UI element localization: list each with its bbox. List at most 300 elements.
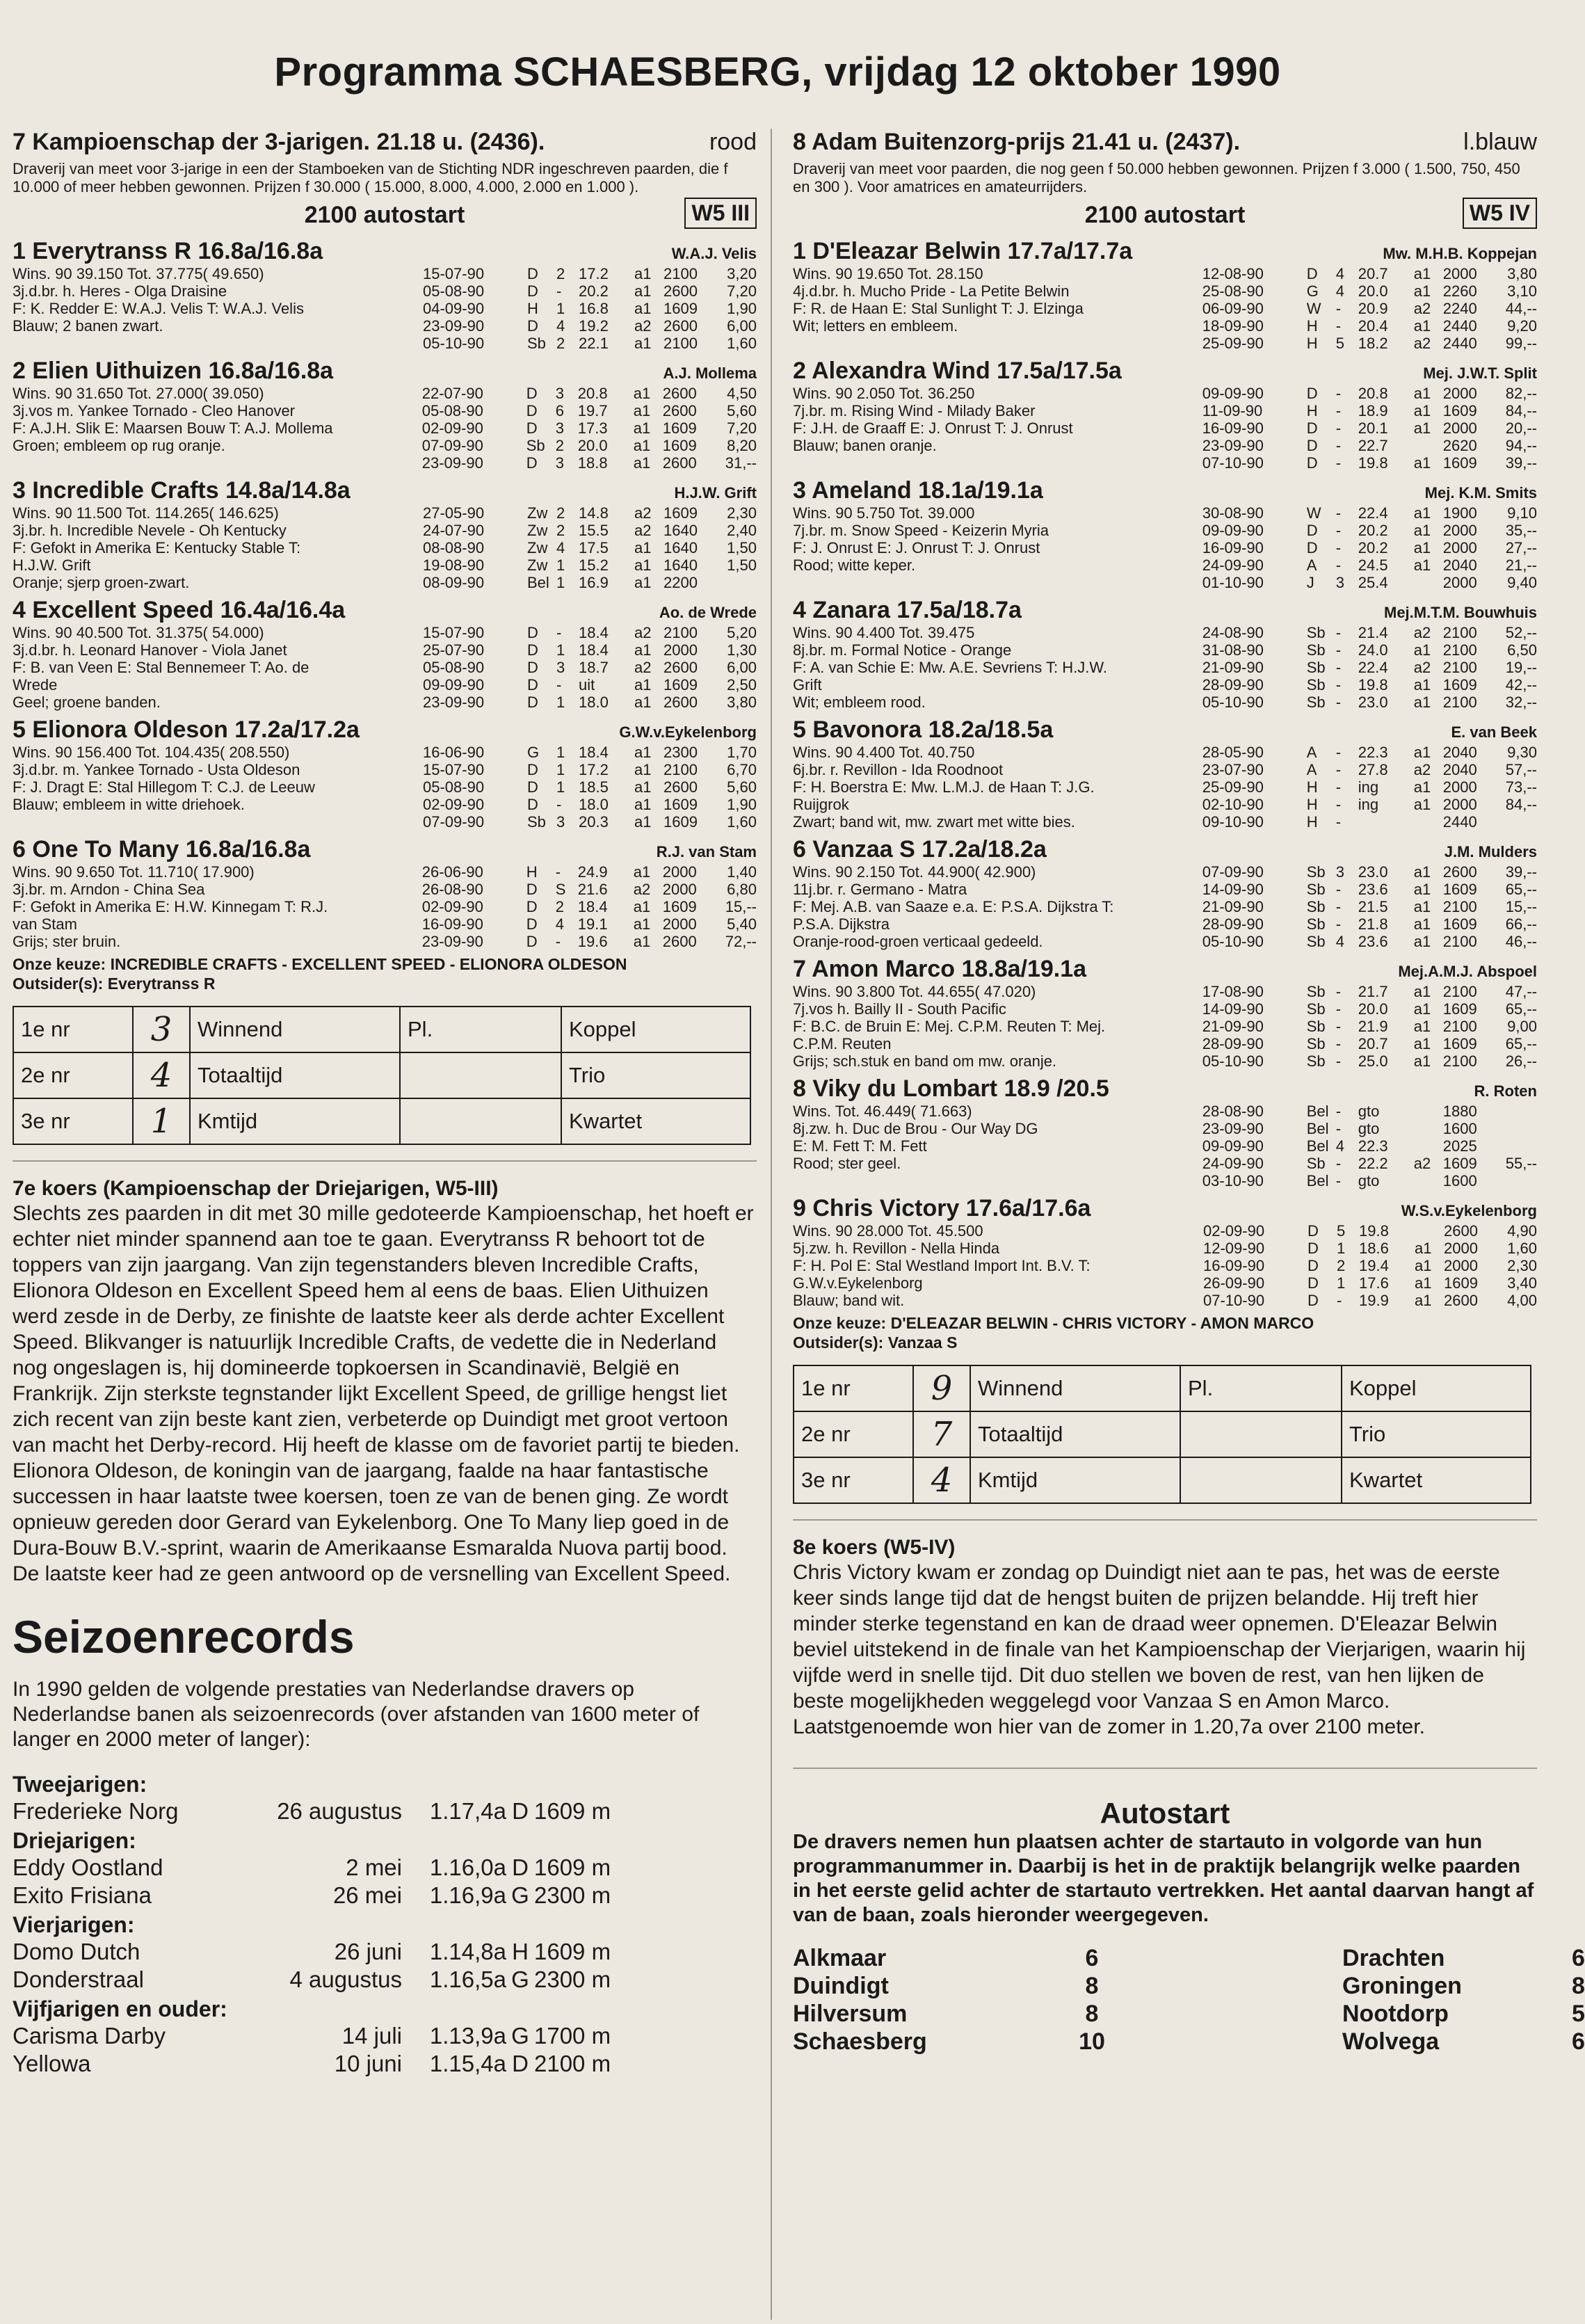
result-cell: 3 bbox=[1335, 863, 1344, 881]
result-cell: 2040 bbox=[1442, 744, 1477, 761]
result-cell: 18.9 bbox=[1358, 402, 1388, 419]
result-cell: - bbox=[1335, 778, 1342, 796]
result-cell: 2000 bbox=[662, 915, 697, 933]
track-count: 6 bbox=[1085, 1945, 1099, 1971]
result-cell: 22.2 bbox=[1358, 1155, 1388, 1172]
result-cell: a1 bbox=[1415, 1274, 1432, 1292]
result-cell: 2 bbox=[555, 898, 564, 915]
horse-info-line: F: A. van Schie E: Mw. A.E. Sevriens T: H.J.W. bbox=[793, 659, 1107, 676]
result-cell: 57,-- bbox=[1505, 761, 1537, 778]
result-cell: a1 bbox=[633, 437, 651, 454]
result-cell: a1 bbox=[633, 863, 651, 881]
result-row bbox=[423, 641, 757, 659]
result-cell bbox=[1506, 1103, 1537, 1120]
horse-info-line: 8j.br. m. Formal Notice - Orange bbox=[793, 641, 1012, 659]
horse-name: 3 Incredible Crafts 14.8a/14.8a bbox=[13, 477, 351, 504]
result-cell: 4 bbox=[1335, 282, 1344, 300]
horse-body bbox=[793, 1222, 1537, 1309]
result-cell bbox=[1415, 1222, 1444, 1240]
horse-info-line: 3j.br. m. Arndon - China Sea bbox=[13, 881, 205, 898]
result-cell: D bbox=[1308, 1240, 1319, 1257]
result-cell: 20.0 bbox=[1358, 282, 1388, 300]
horse-info-line: Wins. 90 3.800 Tot. 44.655( 47.020) bbox=[793, 983, 1036, 1000]
horse-info-line: Wrede bbox=[13, 676, 58, 694]
record-cell: 1.17,4a bbox=[429, 1798, 506, 1824]
race-title: 8 Adam Buitenzorg-prijs 21.41 u. (2437). bbox=[793, 129, 1241, 155]
result-cell: H bbox=[1306, 402, 1318, 419]
result-cell: 18.0 bbox=[579, 694, 609, 711]
result-cell: 1 bbox=[1337, 1274, 1346, 1292]
result-cell: 21.6 bbox=[577, 881, 608, 898]
result-cell: A bbox=[1306, 556, 1317, 574]
result-cell: 05-08-90 bbox=[423, 659, 485, 676]
record-cell: D bbox=[512, 2051, 529, 2076]
horse-results bbox=[1202, 1103, 1537, 1189]
result-cell: 23-09-90 bbox=[1202, 1120, 1264, 1137]
result-row bbox=[423, 504, 757, 522]
prediction-bet: Trio bbox=[1342, 1411, 1531, 1457]
result-cell: 18.0 bbox=[579, 796, 609, 813]
prediction-row bbox=[13, 1098, 750, 1144]
result-cell: 1609 bbox=[1442, 1000, 1477, 1018]
result-cell: 21.9 bbox=[1358, 1018, 1388, 1035]
result-cell bbox=[1414, 813, 1443, 831]
result-cell: Zw bbox=[527, 539, 548, 556]
result-cell: 7,20 bbox=[727, 282, 757, 300]
result-cell: 39,-- bbox=[1505, 863, 1537, 881]
horse-trainer: W.A.J. Velis bbox=[671, 245, 757, 262]
horse-name-row bbox=[13, 477, 757, 504]
result-cell: Sb bbox=[527, 813, 546, 831]
handwritten-number: 1 bbox=[133, 1098, 190, 1144]
result-cell: Sb bbox=[1306, 898, 1326, 915]
result-cell: 66,-- bbox=[1505, 915, 1537, 933]
horse-info-line: F: Gefokt in Amerika E: Kentucky Stable T: bbox=[13, 539, 301, 556]
horse-info-line: 11j.br. r. Germano - Matra bbox=[793, 881, 967, 898]
result-cell: 21.8 bbox=[1358, 915, 1388, 933]
result-cell: D bbox=[527, 659, 538, 676]
result-cell: a2 bbox=[1413, 624, 1431, 641]
result-cell: 6,80 bbox=[727, 881, 757, 898]
result-row bbox=[1202, 402, 1537, 419]
right-column bbox=[793, 129, 1585, 2055]
horse-info-line: F: J.H. de Graaff E: J. Onrust T: J. Onrust bbox=[793, 419, 1073, 437]
result-cell: 1,70 bbox=[727, 744, 757, 761]
horse-info-line: Grift bbox=[793, 676, 822, 694]
result-cell: 1600 bbox=[1442, 1172, 1477, 1189]
horse-info-line: F: B. van Veen E: Stal Bennemeer T: Ao. de bbox=[13, 659, 309, 676]
our-choice-line: Onze keuze: D'ELEAZAR BELWIN - CHRIS VICTORY - AMON MARCO bbox=[793, 1314, 1314, 1332]
result-cell: a1 bbox=[634, 265, 652, 282]
horse-info-line: Wins. 90 31.650 Tot. 27.000( 39.050) bbox=[13, 385, 264, 402]
horse-info-line: Grijs; ster bruin. bbox=[13, 933, 121, 950]
our-choice bbox=[793, 1313, 1537, 1352]
horse-trainer: R.J. van Stam bbox=[656, 843, 757, 860]
horse-name: 4 Zanara 17.5a/18.7a bbox=[793, 597, 1022, 623]
preview-text: Chris Victory kwam er zondag op Duindigt niet aan te pas, het was de eerste keer sinds lange tijd dat de hengst buiten de prijzen belandde. Hij treft hier minder sterke tegenstand en kan de draad weer opnemen. D'Eleazar Belwin beviel uitstekend in de finale van het Kampioenschap der Vierjarigen, waarin hij vijfde werd in snelle tijd. Dit duo stellen we boven de rest, van hen lijken de beste mogelijkheden weggelegd voor Vanzaa S en Amon Marco. Laatstgenoemde won hier van de zomer in 1.20,7a over 2100 meter. bbox=[793, 1561, 1526, 1738]
result-cell: gto bbox=[1358, 1103, 1380, 1120]
result-cell: a1 bbox=[1413, 385, 1431, 402]
horse-body bbox=[13, 504, 757, 591]
result-cell bbox=[726, 574, 757, 591]
outsider-line: Outsider(s): Vanzaa S bbox=[793, 1333, 958, 1352]
result-cell: a1 bbox=[634, 744, 652, 761]
record-cell: 2300 m bbox=[534, 1882, 611, 1908]
result-cell: 17-08-90 bbox=[1202, 983, 1264, 1000]
horse-info-line: Blauw; 2 banen zwart. bbox=[13, 317, 163, 335]
horse-trainer: R. Roten bbox=[1474, 1082, 1537, 1100]
result-cell: a1 bbox=[634, 694, 652, 711]
result-cell: 09-09-90 bbox=[1202, 1137, 1264, 1155]
result-cell: a2 bbox=[633, 881, 651, 898]
result-row bbox=[422, 881, 757, 898]
result-row bbox=[1202, 761, 1537, 778]
record-cell: 10 juni bbox=[334, 2051, 402, 2076]
result-cell: 02-10-90 bbox=[1202, 796, 1264, 813]
result-cell: a1 bbox=[1413, 744, 1431, 761]
result-row bbox=[1202, 335, 1537, 352]
horse-trainer: J.M. Mulders bbox=[1444, 843, 1537, 860]
horse-results bbox=[1202, 863, 1537, 950]
record-cell: 26 augustus bbox=[277, 1798, 402, 1824]
autostart-table bbox=[793, 1944, 1585, 2055]
result-cell: 35,-- bbox=[1505, 522, 1537, 539]
horse-info-line: 3j.br. h. Incredible Nevele - Oh Kentucky bbox=[13, 522, 287, 539]
result-cell: a1 bbox=[1413, 796, 1431, 813]
result-cell: 2240 bbox=[1442, 300, 1477, 317]
horse-name: 3 Ameland 18.1a/19.1a bbox=[793, 477, 1043, 504]
record-cell: Exito Frisiana bbox=[13, 1882, 152, 1908]
handwritten-number: 4 bbox=[913, 1457, 970, 1503]
horse-body bbox=[793, 1103, 1537, 1189]
result-cell: 27-05-90 bbox=[423, 504, 485, 522]
result-row bbox=[1202, 1172, 1537, 1189]
result-cell: 28-05-90 bbox=[1202, 744, 1264, 761]
result-row bbox=[1202, 744, 1537, 761]
result-cell: 08-08-90 bbox=[423, 539, 485, 556]
result-cell: 1 bbox=[556, 744, 565, 761]
result-cell: 15.2 bbox=[579, 556, 609, 574]
result-cell: 2100 bbox=[1442, 1018, 1477, 1035]
result-cell: 02-09-90 bbox=[421, 898, 483, 915]
race-color: rood bbox=[709, 129, 757, 155]
result-cell: a2 bbox=[634, 624, 652, 641]
horse-body bbox=[13, 265, 757, 352]
result-cell: D bbox=[527, 676, 538, 694]
result-cell: 3,80 bbox=[727, 694, 757, 711]
result-cell: 65,-- bbox=[1505, 1000, 1537, 1018]
result-cell: 23.6 bbox=[1358, 933, 1388, 950]
result-cell: 22.4 bbox=[1358, 659, 1388, 676]
track-count: 10 bbox=[1079, 2028, 1105, 2055]
prediction-field: Totaaltijd bbox=[970, 1411, 1180, 1457]
horse-trainer: W.S.v.Eykelenborg bbox=[1401, 1202, 1537, 1219]
result-row bbox=[1202, 522, 1537, 539]
horse-entry bbox=[793, 836, 1537, 950]
horse-name: 1 Everytranss R 16.8a/16.8a bbox=[13, 238, 323, 264]
horse-info bbox=[793, 744, 1202, 831]
records-intro: In 1990 gelden de volgende prestaties van Nederlandse dravers op Nederlandse banen als seizoenrecords (over afstanden van 1600 meter of langer en 2000 meter of langer): bbox=[13, 1678, 700, 1751]
result-cell: a1 bbox=[1413, 694, 1431, 711]
horse-info bbox=[793, 624, 1202, 711]
result-cell: 2600 bbox=[662, 402, 697, 419]
result-cell: 19-08-90 bbox=[423, 556, 485, 574]
result-cell: 16-09-90 bbox=[1202, 539, 1264, 556]
result-cell: 1609 bbox=[663, 504, 698, 522]
result-cell: a2 bbox=[634, 659, 652, 676]
horse-info-line: H.J.W. Grift bbox=[13, 556, 91, 574]
result-row bbox=[423, 744, 757, 761]
prediction-pl bbox=[400, 1052, 561, 1098]
result-cell: D bbox=[526, 402, 538, 419]
result-cell: - bbox=[1335, 983, 1342, 1000]
result-row bbox=[1203, 1222, 1537, 1240]
result-row bbox=[1202, 437, 1537, 454]
record-cell: G bbox=[511, 2023, 529, 2049]
result-row bbox=[1202, 1052, 1537, 1070]
result-cell: a1 bbox=[1413, 1035, 1431, 1052]
page-title: Programma SCHAESBERG, vrijdag 12 oktober 1990 bbox=[274, 49, 1281, 95]
track-count: 8 bbox=[1085, 1973, 1099, 1999]
horse-body bbox=[793, 624, 1537, 711]
handwritten-number: 9 bbox=[913, 1365, 970, 1411]
record-row bbox=[13, 1938, 757, 1966]
result-cell: 3 bbox=[1335, 574, 1344, 591]
result-cell: - bbox=[1335, 556, 1342, 574]
result-cell: 14-09-90 bbox=[1202, 1000, 1264, 1018]
horse-info-line: Geel; groene banden. bbox=[13, 694, 161, 711]
record-cell: 1.16,9a bbox=[429, 1882, 506, 1908]
result-cell: D bbox=[526, 915, 538, 933]
result-cell: 2 bbox=[555, 437, 564, 454]
result-cell: 2 bbox=[556, 265, 565, 282]
result-cell: a2 bbox=[1413, 659, 1431, 676]
track-count: 6 bbox=[1572, 2028, 1585, 2055]
result-cell: 4 bbox=[556, 317, 565, 335]
preview-title: 7e koers (Kampioenschap der Driejarigen, W5-III) bbox=[13, 1177, 499, 1200]
record-cell: 2300 m bbox=[534, 1966, 611, 1992]
record-cell: D bbox=[512, 1854, 529, 1880]
record-cell: 2 mei bbox=[346, 1854, 402, 1880]
result-row bbox=[1202, 300, 1537, 317]
result-cell: - bbox=[1335, 454, 1342, 472]
result-cell: 18.7 bbox=[579, 659, 609, 676]
result-row bbox=[423, 265, 757, 282]
result-cell: 17.3 bbox=[577, 419, 608, 437]
result-cell: 17.5 bbox=[579, 539, 609, 556]
result-cell: a2 bbox=[1413, 761, 1431, 778]
record-cell: 1700 m bbox=[534, 2023, 611, 2049]
result-cell: 22-07-90 bbox=[421, 385, 483, 402]
horse-entry bbox=[793, 597, 1537, 711]
result-cell: G bbox=[527, 744, 540, 761]
result-row bbox=[423, 282, 757, 300]
result-cell: 2620 bbox=[1442, 437, 1477, 454]
divider bbox=[793, 1768, 1537, 1769]
result-cell: 16-06-90 bbox=[423, 744, 485, 761]
result-cell: a1 bbox=[1413, 282, 1431, 300]
result-cell: 2600 bbox=[1444, 1222, 1478, 1240]
horse-entry bbox=[793, 956, 1537, 1070]
result-cell bbox=[1414, 1172, 1443, 1189]
result-row bbox=[423, 778, 757, 796]
result-cell: 47,-- bbox=[1505, 983, 1537, 1000]
result-cell: 06-09-90 bbox=[1202, 300, 1264, 317]
result-cell: 17.6 bbox=[1359, 1274, 1389, 1292]
result-cell: W bbox=[1306, 504, 1321, 522]
result-cell: 01-10-90 bbox=[1202, 574, 1264, 591]
result-cell: 07-10-90 bbox=[1202, 454, 1264, 472]
result-cell: a1 bbox=[634, 761, 652, 778]
result-cell: 19.8 bbox=[1359, 1222, 1389, 1240]
result-cell: 2600 bbox=[663, 659, 698, 676]
horse-results bbox=[1202, 504, 1537, 591]
result-cell: 1640 bbox=[663, 556, 698, 574]
result-cell: a1 bbox=[634, 556, 652, 574]
result-cell: a1 bbox=[634, 778, 652, 796]
horse-info-line: Wins. Tot. 46.449( 71.663) bbox=[793, 1103, 972, 1120]
result-cell: 02-09-90 bbox=[1203, 1222, 1265, 1240]
result-cell: 2 bbox=[556, 504, 565, 522]
result-cell: 15-07-90 bbox=[423, 265, 485, 282]
horse-info bbox=[793, 385, 1202, 472]
track-count: 5 bbox=[1572, 2001, 1585, 2027]
result-cell: 25.0 bbox=[1358, 1052, 1388, 1070]
handwritten-number: 3 bbox=[133, 1007, 190, 1052]
result-cell: 9,00 bbox=[1507, 1018, 1537, 1035]
result-cell: 05-10-90 bbox=[1202, 694, 1264, 711]
horse-name: 4 Excellent Speed 16.4a/16.4a bbox=[13, 597, 346, 623]
result-cell: 05-10-90 bbox=[423, 335, 485, 352]
record-cell: 1.14,8a bbox=[429, 1939, 506, 1964]
horse-name-row bbox=[13, 238, 757, 265]
result-cell: Bel bbox=[1306, 1103, 1329, 1120]
result-row bbox=[1203, 1257, 1537, 1274]
result-cell: H bbox=[1306, 317, 1318, 335]
record-cell: Yellowa bbox=[13, 2051, 91, 2076]
record-row bbox=[13, 1854, 757, 1882]
result-cell: 25-07-90 bbox=[423, 641, 485, 659]
result-cell: D bbox=[527, 778, 538, 796]
result-cell: Zw bbox=[527, 556, 548, 574]
result-cell: 3 bbox=[556, 813, 565, 831]
result-cell: - bbox=[1335, 813, 1342, 831]
result-cell: 1609 bbox=[1442, 915, 1477, 933]
result-cell: 2300 bbox=[663, 744, 698, 761]
result-cell: 5,20 bbox=[727, 624, 757, 641]
result-row bbox=[1202, 504, 1537, 522]
result-cell: D bbox=[1308, 1274, 1319, 1292]
result-row bbox=[1203, 1274, 1537, 1292]
horse-results bbox=[423, 265, 757, 352]
horse-info-line: 7j.vos h. Bailly II - South Pacific bbox=[793, 1000, 1006, 1018]
horse-info bbox=[793, 265, 1202, 352]
horse-info-line: F: Gefokt in Amerika E: H.W. Kinnegam T: R.J. bbox=[13, 898, 328, 915]
result-cell: 21-09-90 bbox=[1202, 659, 1264, 676]
result-row bbox=[422, 419, 757, 437]
result-cell: 23.6 bbox=[1358, 881, 1388, 898]
result-cell: 2600 bbox=[663, 317, 698, 335]
result-cell: gto bbox=[1358, 1172, 1380, 1189]
horse-body bbox=[13, 744, 757, 831]
prediction-position: 3e nr bbox=[794, 1457, 913, 1503]
prediction-bet: Trio bbox=[561, 1052, 750, 1098]
result-cell: D bbox=[527, 694, 538, 711]
horse-info-line: Wit; letters en embleem. bbox=[793, 317, 958, 335]
horse-info-line: Ruijgrok bbox=[793, 796, 849, 813]
result-cell: 3 bbox=[556, 659, 565, 676]
records-group-label: Vierjarigen: bbox=[13, 1912, 135, 1937]
horse-name-row bbox=[13, 597, 757, 624]
record-row bbox=[13, 1966, 757, 1994]
result-cell: 28-09-90 bbox=[1202, 1035, 1264, 1052]
result-cell: 9,30 bbox=[1507, 744, 1537, 761]
horse-name-row bbox=[793, 836, 1537, 863]
result-cell: 2040 bbox=[1442, 556, 1477, 574]
result-row bbox=[423, 659, 757, 676]
result-cell: 20.0 bbox=[1358, 1000, 1388, 1018]
result-cell: 17.2 bbox=[579, 265, 609, 282]
record-cell: 2100 m bbox=[534, 2051, 611, 2076]
result-cell: 31,-- bbox=[725, 454, 757, 472]
result-cell: 22.3 bbox=[1358, 1137, 1388, 1155]
result-cell: J bbox=[1306, 574, 1314, 591]
result-row bbox=[1202, 454, 1537, 472]
result-cell: 2100 bbox=[1442, 1052, 1477, 1070]
result-row bbox=[422, 385, 757, 402]
result-cell: Sb bbox=[1306, 1035, 1326, 1052]
horse-entry bbox=[793, 477, 1537, 591]
horse-trainer: E. van Beek bbox=[1451, 723, 1537, 741]
result-cell: 24-09-90 bbox=[1202, 556, 1264, 574]
horse-results bbox=[422, 385, 757, 472]
result-cell: 23-09-90 bbox=[421, 454, 483, 472]
result-cell: 4,50 bbox=[727, 385, 757, 402]
horse-entry bbox=[13, 597, 757, 711]
result-cell: - bbox=[1335, 881, 1342, 898]
track-name: Duindigt bbox=[793, 1973, 889, 1999]
result-cell: 07-09-90 bbox=[421, 437, 483, 454]
horse-info-line: Groen; embleem op rug oranje. bbox=[13, 437, 225, 454]
result-cell: 20.2 bbox=[1358, 522, 1388, 539]
result-cell: W bbox=[1306, 300, 1321, 317]
result-cell: Sb bbox=[1306, 1155, 1326, 1172]
result-cell: 65,-- bbox=[1505, 1035, 1537, 1052]
result-cell: 32,-- bbox=[1505, 694, 1537, 711]
result-cell: 28-09-90 bbox=[1202, 676, 1264, 694]
result-cell: a1 bbox=[634, 539, 652, 556]
result-cell: Bel bbox=[1306, 1120, 1329, 1137]
result-cell: 2600 bbox=[663, 282, 698, 300]
result-cell: 2600 bbox=[662, 385, 697, 402]
horse-info-line: P.S.A. Dijkstra bbox=[793, 915, 890, 933]
result-cell: - bbox=[555, 933, 561, 950]
result-cell: 2000 bbox=[662, 863, 697, 881]
result-cell: 1900 bbox=[1442, 504, 1477, 522]
race-class-badge: W5 IV bbox=[1463, 198, 1537, 229]
record-row bbox=[13, 1882, 757, 1909]
result-cell: 15,-- bbox=[725, 898, 757, 915]
result-cell: 17.2 bbox=[579, 761, 609, 778]
result-cell: 28-09-90 bbox=[1202, 915, 1264, 933]
result-cell: 18.4 bbox=[579, 744, 609, 761]
result-row bbox=[1202, 624, 1537, 641]
horse-info-line: 8j.zw. h. Duc de Brou - Our Way DG bbox=[793, 1120, 1038, 1137]
result-cell: 1,90 bbox=[727, 300, 757, 317]
horse-info bbox=[793, 1222, 1203, 1309]
horse-info-line: Wins. 90 2.050 Tot. 36.250 bbox=[793, 385, 975, 402]
result-cell: Bel bbox=[1306, 1137, 1329, 1155]
